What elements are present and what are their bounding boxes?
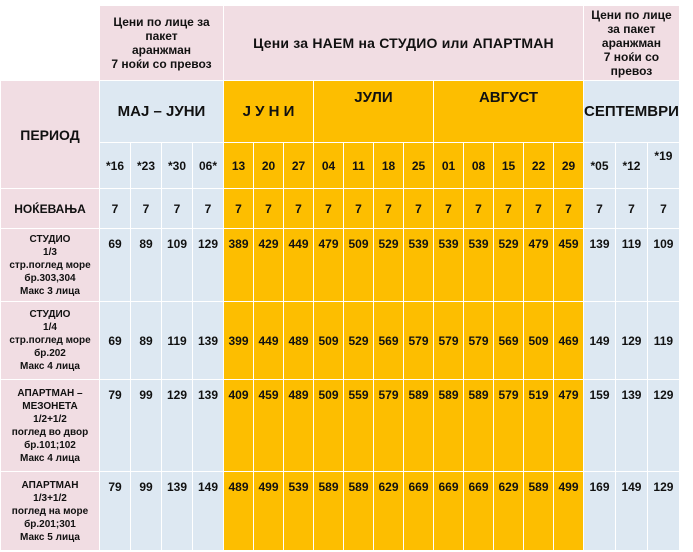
table-row [1,302,680,380]
price-cell: 459 [554,229,584,302]
date-cell: 29 [554,143,584,189]
nights-cell: 7 [615,189,647,229]
price-cell: 579 [374,380,404,472]
price-cell: 69 [100,302,131,380]
date-cell: 15 [494,143,524,189]
unit-label-apartment-1-3-1-2: АПАРТМАН 1/3+1/2 поглед на море бр.201;301 Макс 5 лица [1,472,100,551]
price-cell: 529 [344,302,374,380]
price-cell: 499 [254,472,284,551]
price-cell: 149 [584,302,616,380]
price-cell: 109 [162,229,193,302]
price-cell: 129 [193,229,224,302]
price-cell: 79 [100,380,131,472]
cropped-top-text [0,0,693,4]
date-cell: *23 [131,143,162,189]
price-cell: 489 [284,380,314,472]
price-cell: 129 [615,302,647,380]
price-cell: 449 [254,302,284,380]
nights-cell: 7 [404,189,434,229]
price-cell: 489 [224,472,254,551]
price-cell: 539 [464,229,494,302]
price-cell: 159 [584,380,616,472]
price-cell: 479 [554,380,584,472]
price-cell: 589 [464,380,494,472]
price-cell: 509 [524,302,554,380]
price-table [0,5,680,551]
rental-price-title: Цени за НАЕМ на СТУДИО или АПАРТМАН [224,6,584,81]
price-cell: 99 [131,472,162,551]
price-cell: 509 [314,302,344,380]
nights-cell: 7 [224,189,254,229]
nights-cell: 7 [374,189,404,229]
price-cell: 479 [314,229,344,302]
price-cell: 589 [434,380,464,472]
nights-cell: 7 [193,189,224,229]
price-cell: 579 [404,302,434,380]
nights-cell: 7 [524,189,554,229]
price-cell: 579 [494,380,524,472]
price-cell: 119 [647,302,679,380]
price-cell: 479 [524,229,554,302]
unit-label-studio-1-3: СТУДИО 1/3 стр.поглед море бр.303,304 Макс 3 лица [1,229,100,302]
nights-label: НОЌЕВАЊА [1,189,100,229]
season-maj-juni: МАЈ – ЈУНИ [100,81,224,143]
price-cell: 519 [524,380,554,472]
season-juli: ЈУЛИ [314,81,434,143]
date-cell: 25 [404,143,434,189]
price-cell: 629 [494,472,524,551]
price-cell: 669 [404,472,434,551]
package-price-note-left: Цени по лице за пакет аранжман 7 ноќи со превоз [100,6,224,81]
price-cell: 389 [224,229,254,302]
date-cell: 04 [314,143,344,189]
corner-blank [1,6,100,81]
price-cell: 669 [434,472,464,551]
price-cell: 89 [131,302,162,380]
price-cell: 529 [374,229,404,302]
price-cell: 109 [647,229,679,302]
date-cell: 18 [374,143,404,189]
price-cell: 149 [615,472,647,551]
price-cell: 569 [374,302,404,380]
table-row [1,229,680,302]
nights-cell: 7 [254,189,284,229]
date-cell: 20 [254,143,284,189]
price-cell: 529 [494,229,524,302]
unit-label-apartment-mezoneta: АПАРТМАН – МЕЗОНЕТА 1/2+1/2 поглед во двор бр.101;102 Макс 4 лица [1,380,100,472]
price-cell: 399 [224,302,254,380]
price-cell: 119 [162,302,193,380]
price-cell: 509 [344,229,374,302]
price-cell: 629 [374,472,404,551]
date-cell: 08 [464,143,494,189]
price-cell: 559 [344,380,374,472]
date-cell: *12 [615,143,647,189]
price-cell: 149 [193,472,224,551]
date-cell: *30 [162,143,193,189]
nights-cell: 7 [314,189,344,229]
price-cell: 579 [464,302,494,380]
nights-cell: 7 [464,189,494,229]
price-cell: 129 [162,380,193,472]
table-row [1,380,680,472]
header-row [1,6,680,81]
price-cell: 89 [131,229,162,302]
price-cell: 139 [615,380,647,472]
nights-cell: 7 [344,189,374,229]
date-cell: 06* [193,143,224,189]
price-cell: 119 [615,229,647,302]
unit-label-studio-1-4: СТУДИО 1/4 стр.поглед море бр.202 Макс 4 лица [1,302,100,380]
period-label: ПЕРИОД [1,81,100,189]
date-cell: *16 [100,143,131,189]
season-avgust: АВГУСТ [434,81,584,143]
date-cell: 13 [224,143,254,189]
price-cell: 459 [254,380,284,472]
price-cell: 509 [314,380,344,472]
price-cell: 139 [193,302,224,380]
price-cell: 409 [224,380,254,472]
date-cell: *19 [647,143,679,189]
price-cell: 99 [131,380,162,472]
price-cell: 499 [554,472,584,551]
price-cell: 589 [314,472,344,551]
date-cell: 27 [284,143,314,189]
price-cell: 589 [404,380,434,472]
date-cell: 01 [434,143,464,189]
price-cell: 589 [524,472,554,551]
price-cell: 79 [100,472,131,551]
price-cell: 489 [284,302,314,380]
price-cell: 589 [344,472,374,551]
price-cell: 539 [434,229,464,302]
price-cell: 139 [162,472,193,551]
nights-cell: 7 [647,189,679,229]
package-price-note-right: Цени по лице за пакет аранжман 7 ноќи со превоз [584,6,680,81]
season-septemvri: СЕПТЕМВРИ [584,81,680,143]
nights-cell: 7 [100,189,131,229]
nights-cell: 7 [434,189,464,229]
nights-cell: 7 [584,189,616,229]
date-cell: *05 [584,143,616,189]
price-cell: 669 [464,472,494,551]
dates-row [1,143,680,189]
price-cell: 139 [193,380,224,472]
season-row [1,81,680,143]
price-cell: 429 [254,229,284,302]
date-cell: 11 [344,143,374,189]
price-cell: 539 [284,472,314,551]
price-cell: 169 [584,472,616,551]
nights-cell: 7 [494,189,524,229]
nights-cell: 7 [131,189,162,229]
price-cell: 129 [647,380,679,472]
price-cell: 69 [100,229,131,302]
table-row [1,472,680,551]
price-cell: 539 [404,229,434,302]
price-cell: 569 [494,302,524,380]
date-cell: 22 [524,143,554,189]
nights-row [1,189,680,229]
price-cell: 469 [554,302,584,380]
nights-cell: 7 [554,189,584,229]
price-cell: 139 [584,229,616,302]
price-cell: 129 [647,472,679,551]
nights-cell: 7 [284,189,314,229]
nights-cell: 7 [162,189,193,229]
price-cell: 579 [434,302,464,380]
season-juni: Ј У Н И [224,81,314,143]
price-cell: 449 [284,229,314,302]
